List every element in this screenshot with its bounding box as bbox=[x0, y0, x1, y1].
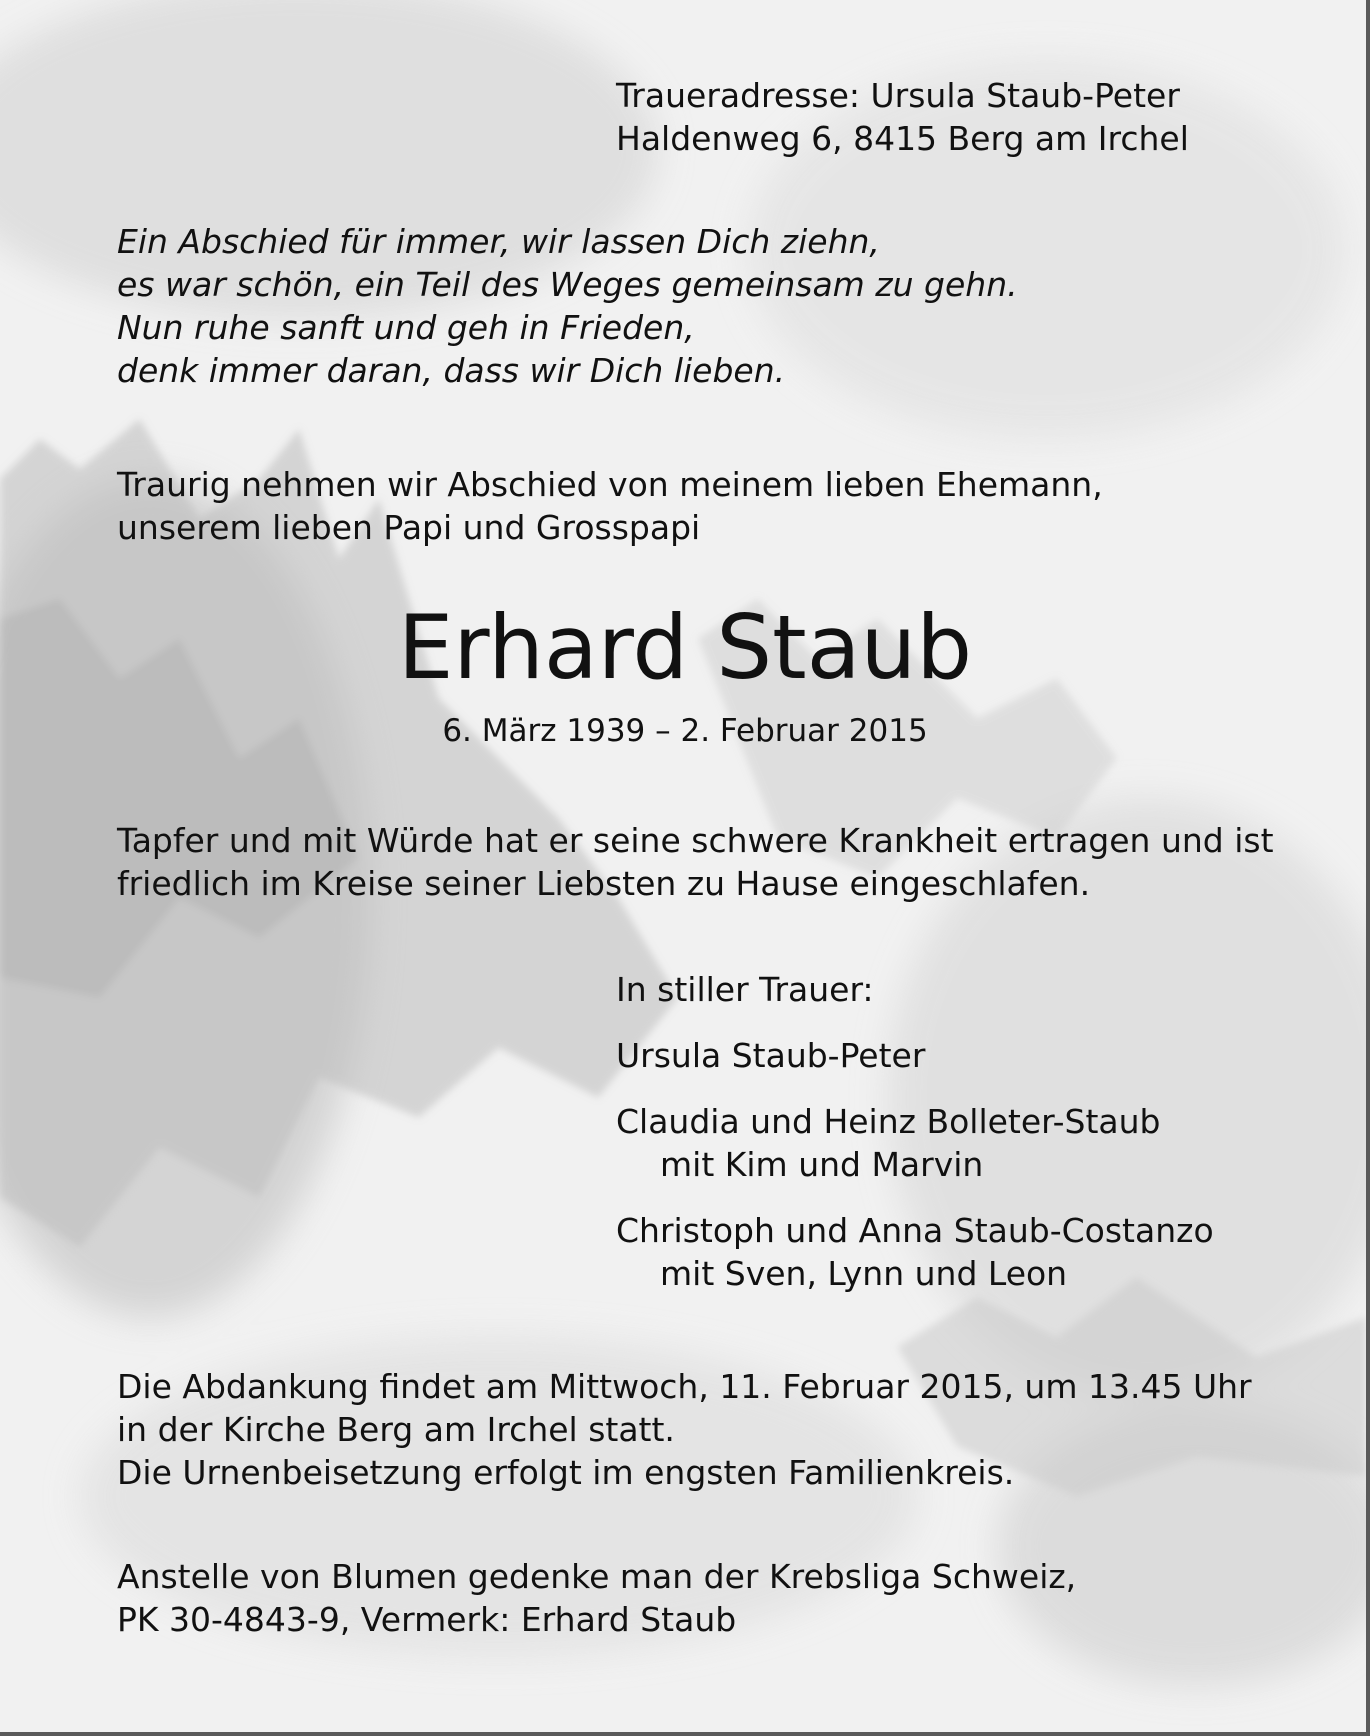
donation-line: Anstelle von Blumen gedenke man der Krebsliga Schweiz, bbox=[117, 1557, 1077, 1596]
intro-line: Traurig nehmen wir Abschied von meinem lieben Ehemann, bbox=[117, 465, 1103, 504]
poem bbox=[117, 220, 1018, 392]
donation-line: PK 30-4843-9, Vermerk: Erhard Staub bbox=[117, 1600, 737, 1639]
mourner-group bbox=[616, 1100, 1214, 1186]
address-line: Traueradresse: Ursula Staub-Peter bbox=[616, 76, 1180, 115]
mourners-heading: In stiller Trauer: bbox=[616, 970, 874, 1009]
mourning-address bbox=[616, 74, 1189, 160]
poem-line: es war schön, ein Teil des Weges gemeinsam zu gehn. bbox=[117, 265, 1018, 304]
tribute-line: Tapfer und mit Würde hat er seine schwere Krankheit ertragen und ist bbox=[117, 821, 1274, 860]
service-line: in der Kirche Berg am Irchel statt. bbox=[117, 1410, 675, 1449]
poem-line: Ein Abschied für immer, wir lassen Dich ziehn, bbox=[117, 222, 880, 261]
mourner-name: Christoph und Anna Staub-Costanzo bbox=[616, 1211, 1214, 1250]
tribute-line: friedlich im Kreise seiner Liebsten zu Hause eingeschlafen. bbox=[117, 864, 1091, 903]
mourner-group bbox=[616, 1034, 1214, 1077]
mourner-children: mit Sven, Lynn und Leon bbox=[660, 1254, 1068, 1293]
mourner-name: Claudia und Heinz Bolleter-Staub bbox=[616, 1102, 1161, 1141]
tribute-text bbox=[117, 819, 1274, 905]
poem-line: Nun ruhe sanft und geh in Frieden, bbox=[117, 308, 695, 347]
mourner-name: Ursula Staub-Peter bbox=[616, 1036, 926, 1075]
mourner-group bbox=[616, 1209, 1214, 1295]
donation-info bbox=[117, 1555, 1076, 1641]
service-info bbox=[117, 1365, 1252, 1494]
life-dates: 6. März 1939 – 2. Februar 2015 bbox=[442, 713, 928, 749]
intro-text bbox=[117, 463, 1103, 549]
poem-line: denk immer daran, dass wir Dich lieben. bbox=[117, 351, 786, 390]
service-line: Die Abdankung findet am Mittwoch, 11. Februar 2015, um 13.45 Uhr bbox=[117, 1367, 1252, 1406]
intro-line: unserem lieben Papi und Grosspapi bbox=[117, 508, 701, 547]
service-line: Die Urnenbeisetzung erfolgt im engsten Familienkreis. bbox=[117, 1453, 1015, 1492]
mourners-list bbox=[616, 968, 1214, 1318]
deceased-name: Erhard Staub bbox=[397, 596, 973, 699]
address-line: Haldenweg 6, 8415 Berg am Irchel bbox=[616, 119, 1189, 158]
mourner-children: mit Kim und Marvin bbox=[660, 1145, 984, 1184]
